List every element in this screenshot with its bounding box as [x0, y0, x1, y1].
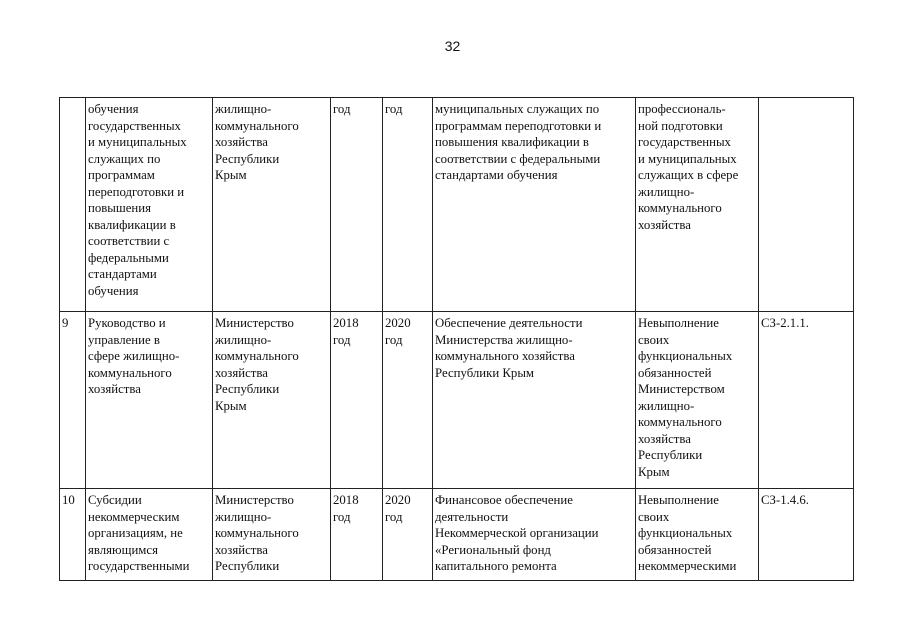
table-row [60, 98, 854, 312]
code-cell: СЗ-1.4.6. [759, 489, 854, 581]
row-number-cell [60, 98, 86, 312]
expected-result-cell: Обеспечение деятельности Министерства жилищно- коммунального хозяйства Республики Крым [433, 312, 636, 489]
page-number: 32 [444, 38, 461, 54]
executor-cell: Министерство жилищно- коммунального хозяйства Республики Крым [213, 312, 331, 489]
start-year-cell: год [331, 98, 383, 312]
start-year-cell: 2018 год [331, 312, 383, 489]
end-year-cell: 2020 год [383, 489, 433, 581]
consequence-cell: Невыполнение своих функциональных обязанностей некоммерческими [636, 489, 759, 581]
code-cell [759, 98, 854, 312]
code-cell: СЗ-2.1.1. [759, 312, 854, 489]
expected-result-cell: Финансовое обеспечение деятельности Некоммерческой организации «Региональный фонд капитального ремонта [433, 489, 636, 581]
expected-result-cell: муниципальных служащих по программам переподготовки и повышения квалификации в соответствии с федеральными стандартами обучения [433, 98, 636, 312]
executor-cell: жилищно- коммунального хозяйства Республики Крым [213, 98, 331, 312]
start-year-cell: 2018 год [331, 489, 383, 581]
row-number-cell: 10 [60, 489, 86, 581]
table-row [60, 312, 854, 489]
measure-name-cell: Руководство и управление в сфере жилищно- коммунального хозяйства [86, 312, 213, 489]
end-year-cell: 2020 год [383, 312, 433, 489]
executor-cell: Министерство жилищно- коммунального хозяйства Республики [213, 489, 331, 581]
table-row [60, 489, 854, 581]
measure-name-cell: Субсидии некоммерческим организациям, не являющимся государственными [86, 489, 213, 581]
measures-table [59, 97, 854, 581]
consequence-cell: профессиональ- ной подготовки государственных и муниципальных служащих в сфере жилищно- коммунального хозяйства [636, 98, 759, 312]
measure-name-cell: обучения государственных и муниципальных служащих по программам переподготовки и повышения квалификации в соответствии с федеральными стандартами обучения [86, 98, 213, 312]
end-year-cell: год [383, 98, 433, 312]
consequence-cell: Невыполнение своих функциональных обязанностей Министерством жилищно- коммунального хозяйства Республики Крым [636, 312, 759, 489]
row-number-cell: 9 [60, 312, 86, 489]
